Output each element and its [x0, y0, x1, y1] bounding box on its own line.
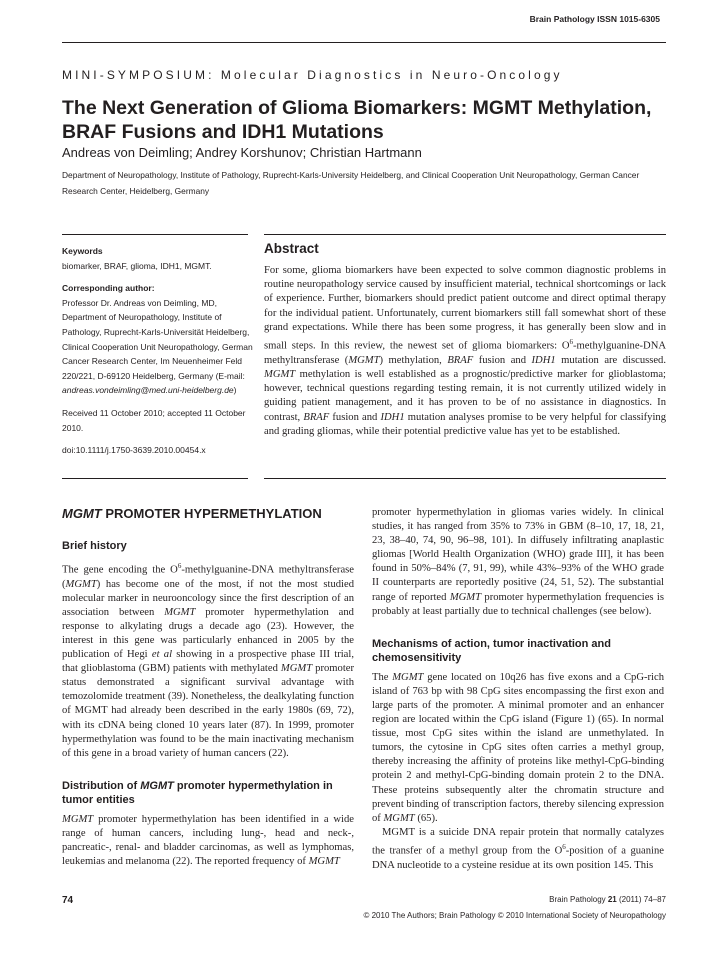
body-column-right	[372, 506, 664, 873]
journal-issn-header: Brain Pathology ISSN 1015-6305	[529, 14, 660, 24]
section-heading-mgmt: MGMT PROMOTER HYPERMETHYLATION	[62, 506, 322, 521]
body-column-left	[62, 506, 354, 869]
symposium-label: MINI-SYMPOSIUM: Molecular Diagnostics in Neuro-Oncology	[62, 68, 563, 82]
journal-citation: Brain Pathology 21 (2011) 74–87	[549, 895, 666, 904]
abstract-section	[264, 240, 666, 439]
sidebar-bottom-divider	[62, 478, 248, 479]
paragraph-distribution: MGMT promoter hypermethylation has been identified in a wide range of human cancers, including lung-, head and neck-, pancreatic-, renal- and bladder carcinomas, as well as lymphomas, leukemias and melanoma (22). The reported frequency of MGMT	[62, 813, 354, 868]
keywords-text: biomarker, BRAF, glioma, IDH1, MGMT.	[62, 260, 212, 271]
header-divider	[62, 42, 666, 43]
author-affiliation: Department of Neuropathology, Institute of Pathology, Ruprecht-Karls-University Heidelberg, and Clinical Cooperation Unit Neuropathology, German Cancer Research Center, Heidelberg, Germany	[62, 170, 640, 196]
doi-link[interactable]: doi:10.1111/j.1750-3639.2010.00454.x	[62, 445, 206, 456]
article-info-sidebar	[62, 244, 256, 458]
paragraph-mechanisms: The MGMT gene located on 10q26 has five exons and a CpG-rich island of 763 bp with 98 CpG sites encompassing the first exon and large parts of the promoter. A minimal promoter and an enhancer region are located within the CpG island (Figure 1) (65). In normal tissue, most CpG sites within the island are unmethylated. In tumors, the cytosine in CpG sites often carries a methyl group, thereby increasing the affinity of proteins like methyl-CpG-binding protein 2 and methyl-CpG-binding domain protein 2 to the DNA. These proteins subsequently alter the chromatin structure and prevent binding of transcription factors, thereby silencing expression of MGMT (65).	[372, 671, 664, 824]
received-dates: Received 11 October 2010; accepted 11 October 2010.	[62, 407, 246, 433]
subheading-brief-history: Brief history	[62, 540, 127, 552]
subheading-mechanisms: Mechanisms of action, tumor inactivation and chemosensitivity	[372, 637, 611, 664]
keywords-label: Keywords	[62, 246, 103, 256]
sidebar-top-divider	[62, 234, 248, 235]
author-email-link[interactable]: andreas.vondeimling@med.uni-heidelberg.de	[62, 385, 234, 396]
page-number: 74	[62, 895, 74, 906]
article-title: The Next Generation of Glioma Biomarkers: MGMT Methylation, BRAF Fusions and IDH1 Mutations	[62, 97, 652, 143]
corresponding-author-text: Professor Dr. Andreas von Deimling, MD, Department of Neuropathology, Institute of Pathology, Ruprecht-Karls-Universität Heidelberg, Clinical Cooperation Unit Neuropathology, German Cancer Research Center, Im Neuenheimer Feld 220/221, D-69120 Heidelberg, Germany (E-mail: andreas.vondeimling@med.uni-heidelberg.de)	[62, 297, 253, 396]
copyright-notice: © 2010 The Authors; Brain Pathology © 2010 International Society of Neuropathology	[363, 911, 666, 920]
abstract-top-divider	[264, 234, 666, 235]
paragraph-mgmt-repair: MGMT is a suicide DNA repair protein that normally catalyzes the transfer of a methyl group from the $O^6$-position of a guanine DNA nucleotide to a cysteine residue at its own position 145. This	[372, 826, 664, 871]
subheading-distribution: Distribution of MGMT promoter hypermethylation in tumor entities	[62, 779, 333, 806]
paragraph-frequency: promoter hypermethylation in gliomas varies widely. In clinical studies, it has ranged from 35% to 73% in GBM (8–10, 17, 18, 21, 23, 38–40, 74, 90, 96–98, 101). In diffusely infiltrating anaplastic gliomas [World Health Organization (WHO) grade III], it has been found in 50%–84% (7, 91, 99), while 43%–93% of the WHO grade II counterparts are reportedly positive (24, 51, 52). The substantial range of reported MGMT promoter hypermethylation frequencies is probably at least partially due to technical challenges (see below).	[372, 507, 664, 617]
abstract-bottom-divider	[264, 478, 666, 479]
abstract-heading: Abstract	[264, 241, 319, 256]
abstract-text: For some, glioma biomarkers have been expected to solve common diagnostic problems in routine neuropathology service caused by insufficient material, technical shortcomings or lack of experience. Further, biomarkers should predict patient outcome and direct optimal therapy for the individual patient. Unfortunately, current biomarkers still fall somewhat short of these grand expectations. While there has been some progress, it has generally been slow and in small steps. In this review, the newest set of glioma biomarkers: $O^6-methylguanine$-DNA methyltransferase (MGMT) methylation, BRAF fusion and IDH1 mutation are discussed. MGMT methylation is well established as a prognostic/predictive marker for glioblastoma; however, technical questions regarding testing remain, it is not currently utilized widely in guiding patient management, and it has proven to be of no assistance in diagnostics. In contrast, BRAF fusion and IDH1 mutation analyses promise to be very helpful for classifying and grading gliomas, while their potential predictive value has yet to be established.	[264, 265, 667, 437]
paragraph-brief-history: The gene encoding the $O^6-methylguanine$-DNA methyltransferase (MGMT) has become one of the most, if not the most studied molecular marker in neurooncology since the first description of an association between MGMT promoter hypermethylation and response to alkylating drugs a decade ago (23). However, the interest in this gene was particularly enhanced in 2005 by the publication of Hegi et al showing in a prospective phase III trial, that glioblastoma (GBM) patients with methylated MGMT promoter status demonstrated a significant survival advantage with temozolomide treatment (39). Nonetheless, the dealkylating function of MGMT had already been described in the early 1980s (69, 72), with its cDNA being cloned 10 years later (87). In 1999, promoter hypermethylation was found to be the main inactivating mechanism of this gene in a broad variety of human cancers (22).	[62, 562, 355, 759]
article-authors: Andreas von Deimling; Andrey Korshunov; Christian Hartmann	[62, 145, 422, 160]
corresponding-author-label: Corresponding author:	[62, 283, 155, 294]
